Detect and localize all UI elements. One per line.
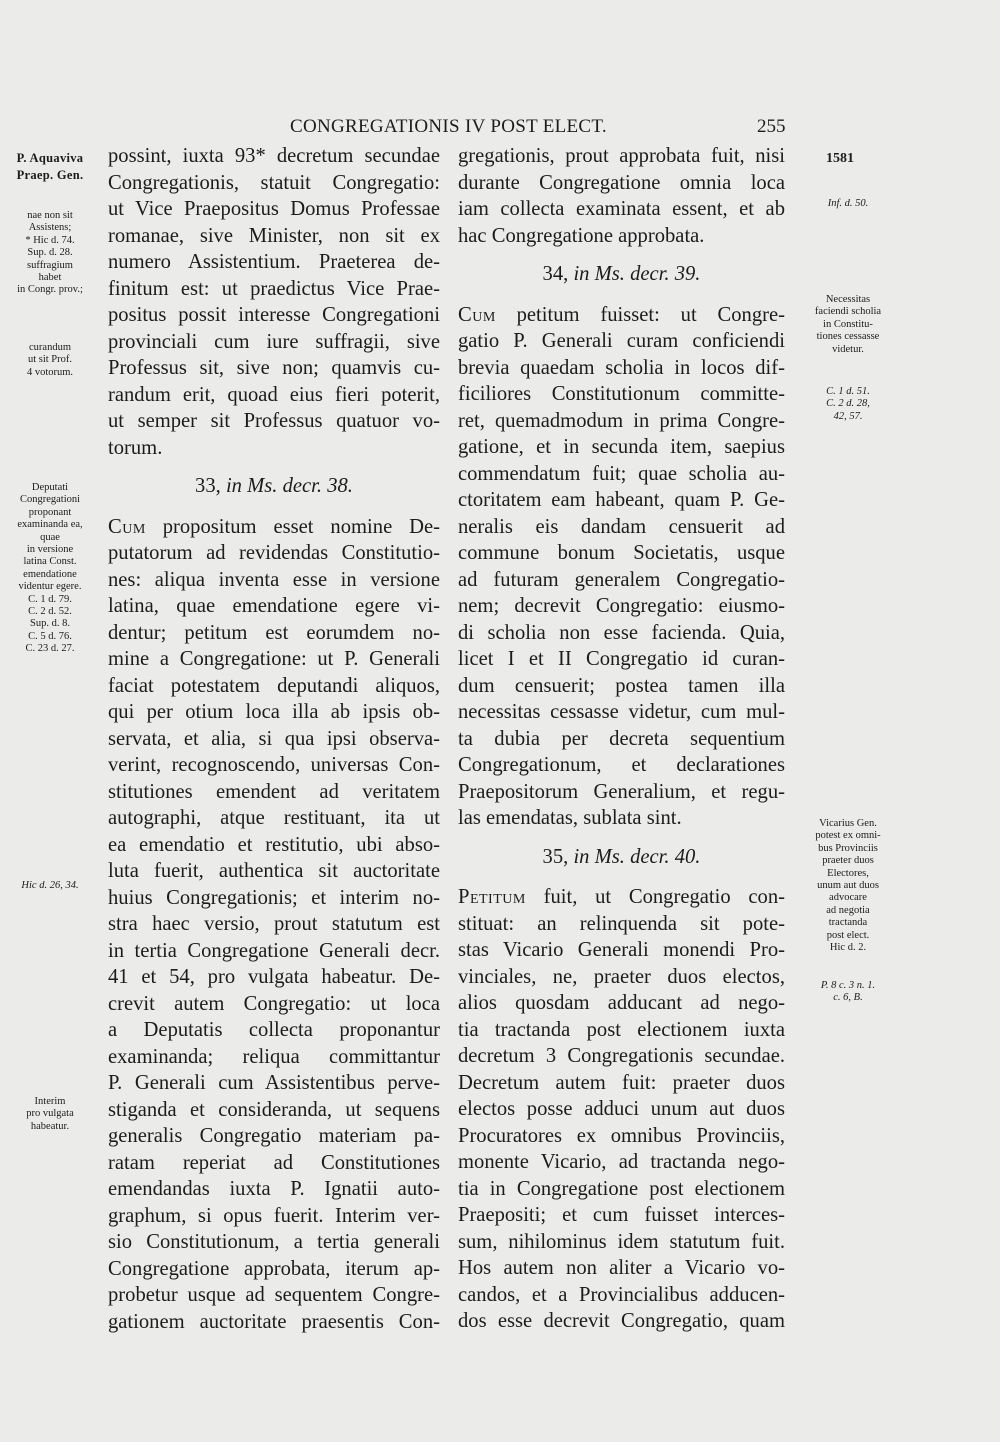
text-line: Hos autem non aliter a Vicario vo- xyxy=(458,1257,785,1279)
margin-note-line: Congregationi xyxy=(19,494,81,506)
margin-note-line: praeter duos xyxy=(822,855,874,867)
text-line: graphum, si opus fuerit. Interim ver- xyxy=(108,1204,440,1227)
text-line: hac Congregatione approbata. xyxy=(458,224,705,247)
margin-note-line: in Constitu- xyxy=(823,318,873,330)
margin-note-line: P. 8 c. 3 n. 1. xyxy=(820,980,876,991)
text-line: las emendatas, sublata sint. xyxy=(458,807,682,829)
text-line: gatio P. Generali curam conficiendi xyxy=(458,330,785,352)
decree-reference: in Ms. decr. 40. xyxy=(573,845,701,868)
text-line: stas Vicario Generali monendi Pro- xyxy=(458,939,785,961)
text-column-left xyxy=(108,143,440,1335)
margin-note-line: quae xyxy=(40,531,60,543)
left-margin-note xyxy=(4,880,96,892)
margin-note-line: Hic d. 2. xyxy=(829,942,867,954)
line-rest: petitum fuisset: ut Congre- xyxy=(516,303,785,326)
text-line: Congregationum, et declarationes xyxy=(458,754,785,776)
text-line: stitutiones emendent ad veritatem xyxy=(108,780,440,803)
text-line: crevit autem Congregatio: ut loca xyxy=(108,992,440,1015)
margin-note-line: habet xyxy=(38,272,62,284)
decree-reference: in Ms. decr. 38. xyxy=(225,475,353,497)
decree-reference: in Ms. decr. 39. xyxy=(573,263,701,285)
paragraph-first-line xyxy=(108,514,440,541)
margin-note-line: C. 23 d. 27. xyxy=(25,643,75,655)
left-margin-note xyxy=(4,342,96,379)
margin-note-line: latina Const. xyxy=(23,556,77,568)
text-line: candos, et a Provincialibus adducen- xyxy=(458,1283,785,1306)
small-caps-word: Petitum xyxy=(458,886,526,908)
text-line: brevia quaedam scholia in locos dif- xyxy=(458,356,785,379)
margin-note-line: advocare xyxy=(829,892,867,904)
right-margin-note xyxy=(800,818,896,954)
text-line: torum. xyxy=(108,436,163,459)
margin-note-line: 4 votorum. xyxy=(26,366,74,378)
text-line: probetur usque ad sequentem Congre- xyxy=(108,1284,440,1306)
text-line: ctoritatem eam habeant, quam P. Ge- xyxy=(458,489,785,511)
text-line: generalis Congregatio materiam pa- xyxy=(108,1125,440,1147)
text-line: nem; decrevit Congregatio: eiusmo- xyxy=(458,595,785,617)
text-line: nes: aliqua inventa esse in versione xyxy=(108,568,440,591)
margin-author-line: P. Aquaviva xyxy=(16,151,84,165)
text-line: romanae, sive Minister, non sit ex xyxy=(108,224,440,247)
decree-heading xyxy=(108,473,440,500)
small-caps-word: Cum xyxy=(108,515,146,538)
text-line: dos esse decrevit Congregatio, quam xyxy=(458,1310,785,1332)
margin-note-line: ad negotia xyxy=(826,904,870,916)
text-line: dentur; petitum est eorumdem no- xyxy=(108,621,440,644)
margin-note-line: examinanda ea, xyxy=(17,519,83,531)
text-line: tia tractanda post electionem iuxta xyxy=(458,1018,785,1041)
margin-note-line: in versione xyxy=(26,544,74,556)
text-line: luta fuerit, authentica sit auctoritate xyxy=(108,860,440,882)
text-line: stituat: an relinquenda sit pote- xyxy=(458,912,785,935)
right-margin-note xyxy=(800,386,896,423)
margin-note-line: Electores, xyxy=(827,867,869,879)
paragraph xyxy=(458,911,785,1335)
text-line: ret, quemadmodum in prima Congre- xyxy=(458,409,785,432)
text-line: Praepositi; et cum fuisset interces- xyxy=(458,1204,785,1226)
margin-note-line: suffragium xyxy=(27,259,73,271)
text-line: latina, quae emendatione egere vi- xyxy=(108,595,440,617)
paragraph xyxy=(108,143,440,461)
text-line: licet I et II Congregatio id curan- xyxy=(458,648,785,670)
text-line: gationem auctoritate praesentis Con- xyxy=(108,1310,440,1333)
text-line: Congregatione approbata, iterum ap- xyxy=(108,1257,440,1280)
text-line: commendatum fuit; quae scholia au- xyxy=(458,462,785,485)
text-line: Decretum autem fuit: praeter duos xyxy=(458,1071,785,1094)
text-line: decretum 3 Congregationis secundae. xyxy=(458,1045,785,1067)
text-line: dum censuerit; postea tamen illa xyxy=(458,674,785,697)
margin-note-line: Inf. d. 50. xyxy=(827,198,869,209)
margin-note-line: C. 2 d. 28, xyxy=(826,398,870,410)
margin-note-line: videntur egere. xyxy=(18,581,82,593)
text-line: ficiliores Constitutionum committe- xyxy=(458,383,785,405)
right-margin-note xyxy=(800,294,896,356)
text-line: necessitas cessasse videtur, cum mul- xyxy=(458,701,785,723)
text-line: tia in Congregatione post electionem xyxy=(458,1177,785,1200)
text-line: finitum est: ut praedictus Vice Prae- xyxy=(108,277,440,300)
margin-note-line: proponant xyxy=(28,506,72,518)
text-line: Professus sit, sive non; quamvis cu- xyxy=(108,357,440,379)
margin-note-line: 42, 57. xyxy=(833,410,863,422)
text-line: qui per otium loca illa ab ipsis ob- xyxy=(108,701,440,723)
margin-note-line: pro vulgata xyxy=(26,1108,74,1120)
margin-note-line: faciendi scholia xyxy=(814,306,882,318)
paragraph xyxy=(458,143,785,249)
text-line: mine a Congregatione: ut P. Generali xyxy=(108,648,440,670)
margin-note-line: post elect. xyxy=(826,929,870,941)
margin-note-line: C. 2 d. 52. xyxy=(28,606,72,618)
text-line: verint, recognoscendo, universas Con- xyxy=(108,754,440,776)
text-line: randum erit, quoad eius fieri poterit, xyxy=(108,383,440,406)
margin-note-line: Interim xyxy=(34,1096,66,1107)
right-margin-note xyxy=(800,198,896,210)
margin-note-line: C. 5 d. 76. xyxy=(28,630,72,642)
margin-author xyxy=(4,150,96,184)
left-margin-note xyxy=(4,1096,96,1133)
text-line: Congregationis, statuit Congregatio: xyxy=(108,171,440,194)
text-line: neralis eis dandam censuerit ad xyxy=(458,515,785,538)
decree-number: 35, xyxy=(542,845,569,868)
text-line: gatione, et in secunda item, saepius xyxy=(458,436,785,458)
year-note: 1581 xyxy=(826,151,854,166)
small-caps-word: Cum xyxy=(458,303,496,326)
paragraph xyxy=(458,328,785,832)
margin-note-line: unum aut duos xyxy=(817,880,879,892)
text-line: Procuratores ex omnibus Provinciis, xyxy=(458,1124,785,1147)
text-line: iam collecta examinata essent, et ab xyxy=(458,198,785,220)
text-line: 41 et 54, pro vulgata habeatur. De- xyxy=(108,966,440,988)
line-rest: propositum esset nomine De- xyxy=(162,515,441,538)
page-number: 255 xyxy=(757,116,786,137)
margin-note-line: tractanda xyxy=(828,917,868,929)
text-line: positus possit interesse Congregationi xyxy=(108,304,440,326)
text-line: emendandas iuxta P. Ignatii auto- xyxy=(108,1178,440,1200)
text-line: Praepositorum Generalium, et regu- xyxy=(458,780,785,803)
text-line: autographi, atque restituant, ita ut xyxy=(108,807,440,829)
margin-note-line: ut sit Prof. xyxy=(27,354,73,366)
text-line: electos posse adduci unum aut duos xyxy=(458,1098,785,1120)
text-line: ta dubia per decreta sequentium xyxy=(458,727,785,750)
margin-author-line: Praep. Gen. xyxy=(16,168,84,182)
margin-note-line: potest ex omni- xyxy=(815,830,881,842)
text-line: vinciales, ne, praeter duos electos, xyxy=(458,965,785,988)
text-line: stra haec versio, prout statutum est xyxy=(108,913,440,935)
text-line: di scholia non esse facienda. Quia, xyxy=(458,621,785,644)
decree-number: 34, xyxy=(542,263,569,285)
margin-note-line: tiones cessasse xyxy=(816,331,880,343)
text-line: ut semper sit Professus quatuor vo- xyxy=(108,410,440,432)
right-margin-note xyxy=(800,980,896,1005)
text-line: faciat potestatem deputandi aliquos, xyxy=(108,674,440,697)
text-line: ea emendatio et restitutio, ubi abso- xyxy=(108,833,440,856)
running-title: CONGREGATIONIS IV POST ELECT. xyxy=(290,116,607,137)
margin-note-line: C. 1 d. 79. xyxy=(28,593,72,605)
paragraph xyxy=(108,540,440,1335)
margin-note-line: videtur. xyxy=(832,343,864,355)
text-line: P. Generali cum Assistentibus perve- xyxy=(108,1072,440,1094)
margin-note-line: Sup. d. 8. xyxy=(30,618,70,630)
text-line: sio Constitutionum, a tertia generali xyxy=(108,1231,440,1253)
text-line: monente Vicario, ad tractanda nego- xyxy=(458,1151,785,1173)
decree-number: 33, xyxy=(195,475,221,497)
margin-note-line: Hic d. 26, 34. xyxy=(21,880,79,891)
text-line: ad futuram generalem Congregatio- xyxy=(458,568,785,591)
margin-note-line: Necessitas xyxy=(825,294,871,305)
left-margin-note xyxy=(4,482,96,656)
margin-note-line: nae non sit xyxy=(27,210,73,221)
text-column-right xyxy=(458,143,785,1335)
margin-note-line: curandum xyxy=(29,342,71,353)
margin-note-line: * Hic d. 74. xyxy=(25,234,75,246)
margin-note-line: Vicarius Gen. xyxy=(819,818,877,829)
decree-heading xyxy=(458,844,785,871)
margin-note-line: emendatione xyxy=(23,568,77,580)
margin-note-line: C. 1 d. 51. xyxy=(826,386,870,397)
text-line: putatorum ad revidendas Constitutio- xyxy=(108,542,440,564)
text-line: gregationis, prout approbata fuit, nisi xyxy=(458,145,785,167)
text-line: numero Assistentium. Praeterea de- xyxy=(108,251,440,273)
line-rest: fuit, ut Congregatio con- xyxy=(543,886,785,908)
margin-note-line: bus Provinciis xyxy=(818,842,878,854)
text-line: alios quosdam adducant ad nego- xyxy=(458,992,785,1014)
margin-note-line: c. 6, B. xyxy=(833,992,863,1004)
margin-note-line: Sup. d. 28. xyxy=(27,247,73,259)
paragraph-first-line xyxy=(458,302,785,329)
paragraph-first-line xyxy=(458,884,785,911)
text-line: commune bonum Societatis, usque xyxy=(458,542,785,564)
left-margin-note xyxy=(4,210,96,297)
text-line: examinanda; reliqua committantur xyxy=(108,1045,440,1068)
text-line: durante Congregatione omnia loca xyxy=(458,171,785,194)
margin-note-line: Deputati xyxy=(31,482,69,493)
margin-note-line: Assistens; xyxy=(28,222,72,234)
margin-note-line: in Congr. prov.; xyxy=(17,284,83,296)
text-line: huius Congregationis; et interim no- xyxy=(108,886,440,909)
text-line: possint, iuxta 93* decretum secundae xyxy=(108,145,440,167)
text-line: provinciali cum iure suffragii, sive xyxy=(108,330,440,353)
text-line: stiganda et consideranda, ut sequens xyxy=(108,1098,440,1121)
margin-note-line: habeatur. xyxy=(30,1120,70,1132)
text-line: ut Vice Praepositus Domus Professae xyxy=(108,198,440,220)
text-line: in tertia Congregatione Generali decr. xyxy=(108,939,440,962)
text-line: ratam reperiat ad Constitutiones xyxy=(108,1151,440,1174)
decree-heading xyxy=(458,261,785,288)
text-line: servata, et alia, si qua ipsi observa- xyxy=(108,727,440,750)
text-line: sum, nihilominus idem statutum fuit. xyxy=(458,1230,785,1253)
text-line: a Deputatis collecta proponantur xyxy=(108,1019,440,1041)
